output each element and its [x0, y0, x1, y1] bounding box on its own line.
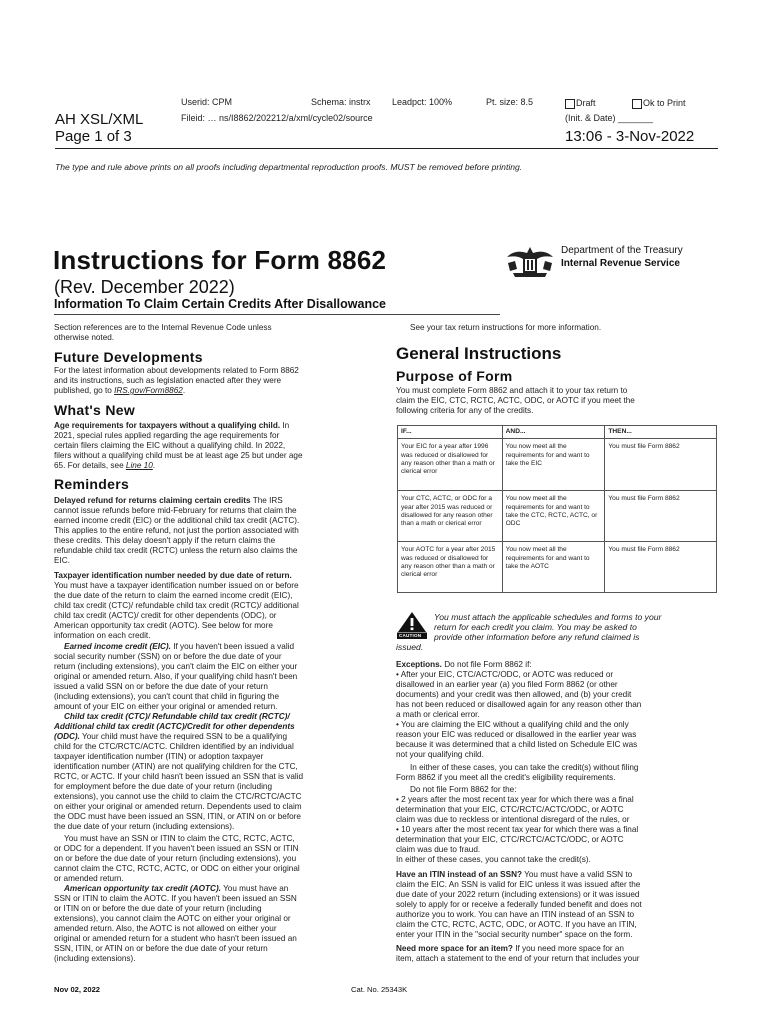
- paragraph-line: Form 8862 if you meet all the credit's eligibility requirements.: [396, 773, 616, 782]
- paragraph-line: This applies to the entire refund, not just the portion associated with: [54, 526, 299, 535]
- paragraph-line: child for the CTC/RCTC/ACTC. Children identified by an individual: [54, 742, 294, 751]
- paragraph-line: issued a valid SSN on or before the due date of your return: [54, 682, 268, 691]
- paragraph-line: cannot issue refunds before mid-February for returns that claim the: [54, 506, 297, 515]
- form8862-link[interactable]: IRS.gov/Form8862: [114, 386, 183, 395]
- paragraph-line: SSN or ITIN to claim the AOTC. If you haven't been issued an SSN: [54, 894, 297, 903]
- leadpct: Leadpct: 100%: [392, 97, 453, 107]
- paragraph-line: filers without a qualifying child must be at least age 25 but under age: [54, 451, 303, 460]
- caution-line: return for each credit you claim. You may be asked to: [434, 622, 637, 632]
- column-header: IF...: [398, 426, 503, 439]
- catalog-number: Cat. No. 25343K: [351, 985, 408, 994]
- paragraph-line: cannot claim the CTC, RCTC, ACTC, or ODC on either your original: [54, 864, 300, 873]
- table-cell: You must file Form 8862: [605, 542, 717, 593]
- draft-label: Draft: [576, 98, 596, 108]
- paragraph-line: disallowed in an earlier year (a) you filed Form 8862 (or other: [396, 680, 618, 689]
- caution-line: provide other information before any refund claimed is: [434, 632, 640, 642]
- footer-date: Nov 02, 2022: [54, 985, 101, 994]
- paragraph-line: following criteria for any of the credits.: [396, 406, 534, 415]
- paragraph-line: SSN, ITIN, or ATIN on or before the due date of your return: [54, 944, 268, 953]
- userid: Userid: CPM: [181, 97, 233, 107]
- paragraph-line: [54, 386, 185, 396]
- paragraph-line: due date of your 2022 return (including extensions) or it was issued: [396, 890, 640, 899]
- paragraph-line: • You are claiming the EIC without a qualifying child and the only: [396, 720, 629, 729]
- paragraph-line: and its instructions, such as legislation enacted after they were: [54, 376, 282, 385]
- paragraph-line: original or amended return. Also, if your qualifying child hasn't been: [54, 672, 298, 681]
- page-label: Page 1 of 3: [55, 128, 132, 145]
- run-in-heading: Additional child tax credit (ACTC)/Credit for other dependents: [54, 722, 295, 731]
- run-in-heading: (ODC).: [54, 732, 80, 741]
- table-header-row: [398, 426, 717, 439]
- run-in-heading: Child tax credit (CTC)/ Refundable child tax credit (RCTC)/: [64, 712, 290, 721]
- text: If you haven't been issued a valid: [170, 642, 295, 651]
- paragraph-line: amended return. Also, the AOTC is not allowed on either your: [54, 924, 277, 933]
- run-in-heading: American opportunity tax credit (AOTC).: [64, 884, 221, 893]
- paragraph-line: In either of these cases, you can take the credit(s) without filing: [410, 763, 639, 772]
- text: published, go to: [54, 386, 115, 395]
- paragraph-line: [64, 884, 288, 894]
- paragraph-line: EIC.: [54, 556, 70, 565]
- column-header: THEN...: [605, 426, 717, 439]
- text: Do not file Form 8862 if:: [441, 660, 532, 669]
- paragraph-line: [396, 660, 532, 670]
- paragraph-line: claim was due to fraud.: [396, 845, 481, 854]
- paragraph-line: or ITIN on or before the due date of your return (including: [54, 904, 262, 913]
- text: .: [182, 386, 186, 395]
- proof-notice: The type and rule above prints on all proofs including departmental reproduction proofs. MUST be removed before printing.: [55, 162, 523, 172]
- revision-date: (Rev. December 2022): [54, 277, 235, 297]
- paragraph-line: for employment before the due date of your return (including: [54, 782, 273, 791]
- init-date: (Init. & Date) _______: [565, 113, 654, 123]
- paragraph-line: the due date of your return (including extensions).: [54, 822, 235, 831]
- intro-left-line: otherwise noted.: [54, 333, 115, 342]
- paragraph-line: [396, 944, 624, 954]
- paragraph-line: [54, 421, 289, 431]
- paragraph-line: [54, 571, 292, 581]
- paragraph-line: determination that your EIC, CTC/RCTC/ACTC/ODC, or AOTC: [396, 835, 624, 844]
- paragraph-line: American opportunity tax credit (AOTC). See below for more: [54, 621, 273, 630]
- paragraph-line: 2021, special rules applied regarding the age requirements for: [54, 431, 280, 440]
- paragraph-line: [54, 461, 155, 471]
- text: You must have a valid SSN to: [522, 870, 633, 879]
- draft-checkbox[interactable]: [565, 98, 596, 109]
- paragraph-line: You must have an SSN or ITIN to claim the CTC, RCTC, ACTC,: [64, 834, 295, 843]
- paragraph-line: determination that your EIC, CTC/RCTC/ACTC/ODC, or AOTC: [396, 805, 624, 814]
- future-developments-heading: Future Developments: [54, 349, 203, 365]
- paragraph-line: solely to apply for or receive a federally funded benefit and does not: [396, 900, 642, 909]
- paragraph-line: You must have a taxpayer identification number issued on or before: [54, 581, 299, 590]
- run-in-heading: Taxpayer identification number needed by due date of return.: [54, 571, 292, 580]
- pt-size: Pt. size: 8.5: [486, 97, 534, 107]
- table-row: [398, 542, 717, 593]
- table-row: [398, 439, 717, 491]
- general-instructions-heading: General Instructions: [396, 344, 562, 363]
- paragraph-line: enter your ITIN in the "social security number" space on the form.: [396, 930, 633, 939]
- paragraph-line: or amended return.: [54, 874, 124, 883]
- paragraph-line: (including extensions), you can't count that child in figuring the: [54, 692, 280, 701]
- run-in-heading: Have an ITIN instead of an SSN?: [396, 870, 523, 879]
- paragraph-line: information on each credit.: [54, 631, 151, 640]
- title-rule: [54, 314, 500, 315]
- paragraph-line: not your qualifying child.: [396, 750, 484, 759]
- paragraph-line: has not been reduced or disallowed again for any reason other than: [396, 700, 642, 709]
- paragraph-line: these credits. This delay doesn't apply if the return claims the: [54, 536, 276, 545]
- paragraph-line: the due date of the return to claim the earned income credit (EIC),: [54, 591, 293, 600]
- text: In: [280, 421, 290, 430]
- paragraph-line: • 10 years after the most recent tax year for which there was a final: [396, 825, 639, 834]
- caution-line: You must attach the applicable schedules and forms to your: [434, 612, 662, 622]
- table-cell: You now meet all the requirements for and want to take the AOTC: [502, 542, 605, 593]
- purpose-heading: Purpose of Form: [396, 368, 513, 384]
- paragraph-line: reason your EIC was reduced or disallowed in the earlier year was: [396, 730, 637, 739]
- paragraph-line: refundable child tax credit (RCTC) unless the return also claims the: [54, 546, 298, 555]
- agency-name: Department of the Treasury: [561, 245, 683, 256]
- timestamp: 13:06 - 3-Nov-2022: [565, 128, 695, 145]
- paragraph-line: return (including extensions), you can't claim the EIC on either your: [54, 662, 298, 671]
- run-in-heading: Exceptions.: [396, 660, 442, 669]
- text: Your child must have the required SSN to be a qualifying: [79, 732, 288, 741]
- irs-eagle-logo-icon: [505, 243, 555, 279]
- fileid: Fileid: … ns/I8862/202212/a/xml/cycle02/source: [181, 113, 373, 123]
- reminders-heading: Reminders: [54, 476, 130, 492]
- table-cell: Your CTC, ACTC, or ODC for a year after 2015 was reduced or disallowed for any reason other than a math or clerical error: [398, 491, 503, 542]
- paragraph-line: claim the EIC, CTC, RCTC, ACTC, ODC, or AOTC if you meet the: [396, 396, 635, 405]
- paragraph-line: item, attach a statement to the end of your return that includes your: [396, 954, 640, 963]
- paragraph-line: For the latest information about developments related to Form 8862: [54, 366, 299, 375]
- proof-rule: [55, 148, 718, 149]
- form-code: AH XSL/XML: [55, 111, 144, 128]
- text: The IRS: [250, 496, 283, 505]
- caution-label: CAUTION: [399, 633, 422, 638]
- paragraph-line: the ODC must have been issued an SSN, ITIN, or ATIN on or before: [54, 812, 301, 821]
- paragraph-line: authorize you to work. You can have an ITIN instead of an SSN to: [396, 910, 635, 919]
- paragraph-line: extensions), you cannot claim the AOTC on either your original or: [54, 914, 291, 923]
- paragraph-line: child tax credit (CTC)/ refundable child tax credit (RCTC)/ additional: [54, 601, 299, 610]
- table-cell: You now meet all the requirements for and want to take the CTC, RCTC, ACTC, or ODC: [502, 491, 605, 542]
- paragraph-line: [396, 870, 632, 880]
- agency-subname: Internal Revenue Service: [561, 258, 680, 269]
- paragraph-line: [54, 732, 287, 742]
- ok-to-print-checkbox[interactable]: [632, 98, 686, 109]
- paragraph-line: extensions), you cannot use the child to claim the CTC/RCTC/ACTC: [54, 792, 302, 801]
- criteria-table: [397, 425, 717, 593]
- text: You must have an: [220, 884, 289, 893]
- paragraph-line: identification number (ATIN) are not qualifying children for the CTC,: [54, 762, 298, 771]
- whats-new-heading: What's New: [54, 402, 136, 418]
- caution-line: issued.: [396, 642, 424, 652]
- checkbox-icon: [565, 99, 575, 109]
- paragraph-line: claim the EIC. An SSN is valid for EIC unless it was issued after the: [396, 880, 641, 889]
- paragraph-line: RCTC, or ACTC. If your child hasn't been issued an SSN that is valid: [54, 772, 304, 781]
- text: 65. For details, see: [54, 461, 126, 470]
- table-cell: You now meet all the requirements for and want to take the EIC: [502, 439, 605, 491]
- paragraph-line: (including extensions).: [54, 954, 136, 963]
- paragraph-line: • 2 years after the most recent tax year for which there was a final: [396, 795, 634, 804]
- schema: Schema: instrx: [311, 97, 371, 107]
- intro-left-line: Section references are to the Internal Revenue Code unless: [54, 323, 272, 332]
- paragraph-line: certain filers claiming the EIC without a qualifying child. In 2022,: [54, 441, 286, 450]
- line10-link[interactable]: Line 10: [125, 461, 153, 470]
- table-cell: Your EIC for a year after 1996 was reduced or disallowed for any reason other than a math or clerical error: [398, 439, 503, 491]
- paragraph-line: or ODC for a dependent. If you haven't been issued an SSN or ITIN: [54, 844, 299, 853]
- paragraph-line: claim was due to reckless or intentional disregard of the rules, or: [396, 815, 630, 824]
- run-in-heading: Age requirements for taxpayers without a qualifying child.: [54, 421, 281, 430]
- document-title: Instructions for Form 8862: [53, 245, 387, 275]
- paragraph-line: taxpayer identification number (ITIN) or adoption taxpayer: [54, 752, 264, 761]
- paragraph-line: social security number (SSN) on or before the due date of your: [54, 652, 282, 661]
- table-row: [398, 491, 717, 542]
- table-cell: You must file Form 8862: [605, 439, 717, 491]
- paragraph-line: amount of your EIC on either your original or amended return.: [54, 702, 278, 711]
- paragraph-line: You must complete Form 8862 and attach it to your tax return to: [396, 386, 628, 395]
- paragraph-line: original or amended return for a student who hasn't been issued an: [54, 934, 297, 943]
- document-subtitle: Information To Claim Certain Credits After Disallowance: [54, 297, 387, 311]
- paragraph-line: [54, 496, 283, 506]
- paragraph-line: Do not file Form 8862 for the:: [410, 785, 517, 794]
- table-cell: You must file Form 8862: [605, 491, 717, 542]
- text: If you need more space for an: [512, 944, 624, 953]
- table-cell: Your AOTC for a year after 2015 was reduced or disallowed for any reason other than a math or clerical error: [398, 542, 503, 593]
- run-in-heading: Delayed refund for returns claiming certain credits: [54, 496, 251, 505]
- run-in-heading: Need more space for an item?: [396, 944, 513, 953]
- paragraph-line: on or before the due date of your return (including extensions), you: [54, 854, 297, 863]
- text: .: [152, 461, 156, 470]
- paragraph-line: documents) and your credit was then allowed, and (b) your credit: [396, 690, 632, 699]
- paragraph-line: on either your original or amended return. Dependents used to claim: [54, 802, 302, 811]
- paragraph-line: claim the CTC, RCTC, ACTC, ODC, or AOTC. If you have an ITIN,: [396, 920, 637, 929]
- paragraph-line: [54, 722, 295, 732]
- paragraph-line: because it was determined that a child listed on Schedule EIC was: [396, 740, 638, 749]
- paragraph-line: [64, 712, 290, 722]
- paragraph-line: a math or clerical error.: [396, 710, 480, 719]
- paragraph-line: • After your EIC, CTC/ACTC/ODC, or AOTC was reduced or: [396, 670, 614, 679]
- checkbox-icon: [632, 99, 642, 109]
- intro-right-line: See your tax return instructions for more information.: [410, 323, 602, 332]
- paragraph-line: earned income credit (EIC) or the additional child tax credit (ACTC).: [54, 516, 300, 525]
- ok-to-print-label: Ok to Print: [643, 98, 686, 108]
- paragraph-line: [64, 642, 294, 652]
- paragraph-line: In either of these cases, you cannot take the credit(s).: [396, 855, 591, 864]
- run-in-heading: Earned income credit (EIC).: [64, 642, 171, 651]
- paragraph-line: child tax credit (ACTC)/ credit for other dependents (ODC), or: [54, 611, 277, 620]
- column-header: AND...: [502, 426, 605, 439]
